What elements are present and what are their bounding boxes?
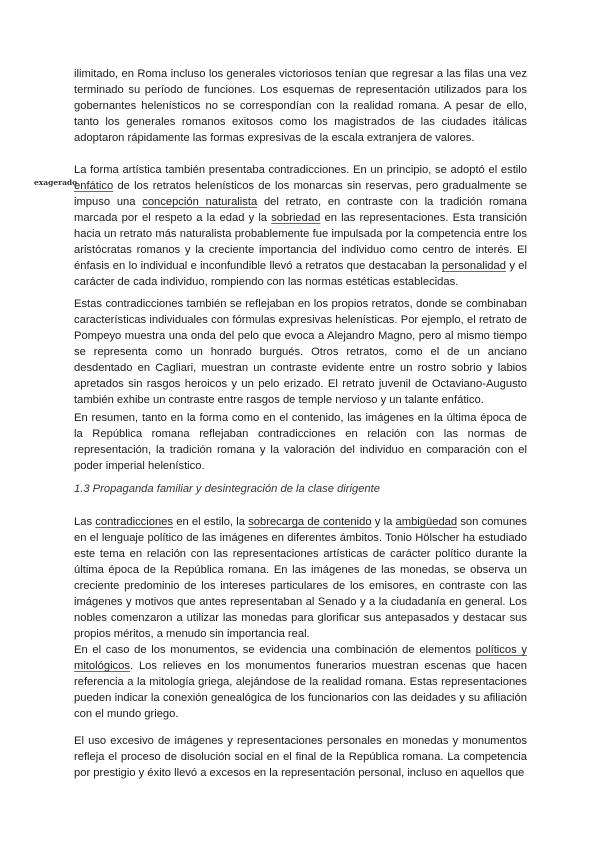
text-run: En el caso de los monumentos, se evidencia una combinación de elementos [74,644,476,656]
margin-annotation: exagerado [34,178,78,187]
text-run: La forma artística también presentaba contradicciones. En un principio, se adoptó el estilo [74,164,527,176]
underlined-term: ambigüedad [395,516,458,528]
paragraph-6 [74,642,527,722]
text-run: en las representaciones. Esta transición hacia un retrato más naturalista probablemente fue impulsada por la competencia entre los aristócratas romanos y la creciente importancia del individuo como centro de interés. El énfasis en lo individual e inconfundible llevó a retratos que destacaban la [74,212,528,272]
paragraph-3: Estas contradicciones también se reflejaban en los propios retratos, donde se combinaban características individuales con fórmulas expresivas helenísticas. Por ejemplo, el retrato de Pompeyo muestra una onda del pelo que evoca a Alejandro Magno, pero al mismo tiempo se representa como un honrado burgués. Otros retratos, como el de un anciano desdentado en Cagliari, muestran un contraste evidente entre un rostro sobrio y labios apretados sin rasgos heroicos y un pelo erizado. El retrato juvenil de Octaviano-Augusto también exhibe un contraste entre rasgos de temple nervioso y un talante enfático. [74,298,527,406]
text-run: de los retratos helenísticos de los monarcas sin reservas, pero gradualmente se impuso una [74,180,527,208]
text-run: y el carácter de cada individuo, rompiendo con las normas estéticas establecidas. [74,260,527,288]
paragraph-7: El uso excesivo de imágenes y representaciones personales en monedas y monumentos refleja el proceso de disolución social en el final de la República romana. La competencia por prestigio y éxito llevó a excesos en la representación personal, incluso en aquellos que [74,735,527,779]
text-run: son comunes en el lenguaje político de las imágenes en diferentes ámbitos. Tonio Hölscher ha estudiado este tema en relación con las representaciones artísticas de carácter político durante la última época de la República romana. En las imágenes de las monedas, se observa un creciente predominio de los intereses particulares de los emisores, en contraste con las imágenes y motivos que antes representaban al Senado y a la ciudadanía en general. Los nobles comenzaron a utilizar las monedas para glorificar sus antepasados y destacar sus propios méritos, a menudo sin importancia real. [74,516,527,640]
paragraph-5 [74,514,527,642]
paragraph-2 [74,162,527,290]
underlined-term: sobrecarga de contenido [248,516,372,528]
text-run: . Los relieves en los monumentos funerarios muestran escenas que hacen referencia a la mitología griega, alejándose de la realidad romana. Estas representaciones pueden indicar la conexión genealógica de los funcionarios con las deidades y su afiliación con el mundo griego. [74,660,527,720]
text-run: del retrato, en contraste con la tradición romana marcada por el respeto a la edad y la [74,196,527,224]
section-heading: 1.3 Propaganda familiar y desintegración de la clase dirigente [74,483,380,495]
underlined-term: contradicciones [95,516,173,528]
underlined-term: concepción naturalista [142,196,258,208]
paragraph-4: En resumen, tanto en la forma como en el contenido, las imágenes en la última época de la República romana reflejaban contradicciones en relación con las normas de representación, la tradición romana y la valoración del individuo en comparación con el poder imperial helenístico. [74,412,527,472]
text-run: y la [371,516,396,528]
text-run: Las [74,516,96,528]
underlined-term: personalidad [441,260,506,272]
underlined-term: políticos y mitológicos [74,644,527,672]
paragraph-1: ilimitado, en Roma incluso los generales victoriosos tenían que regresar a las filas una vez terminado su período de funciones. Los esquemas de representación utilizados para los gobernantes helenísticos no se correspondían con la realidad romana. A pesar de ello, tanto los generales romanos exitosos como los magistrados de las ciudades itálicas adoptaron rápidamente las formas expresivas de la escala extranjera de valores. [74,68,527,144]
underlined-term: sobriedad [271,212,321,224]
underlined-term: enfático [74,180,114,192]
text-run: en el estilo, la [173,516,249,528]
